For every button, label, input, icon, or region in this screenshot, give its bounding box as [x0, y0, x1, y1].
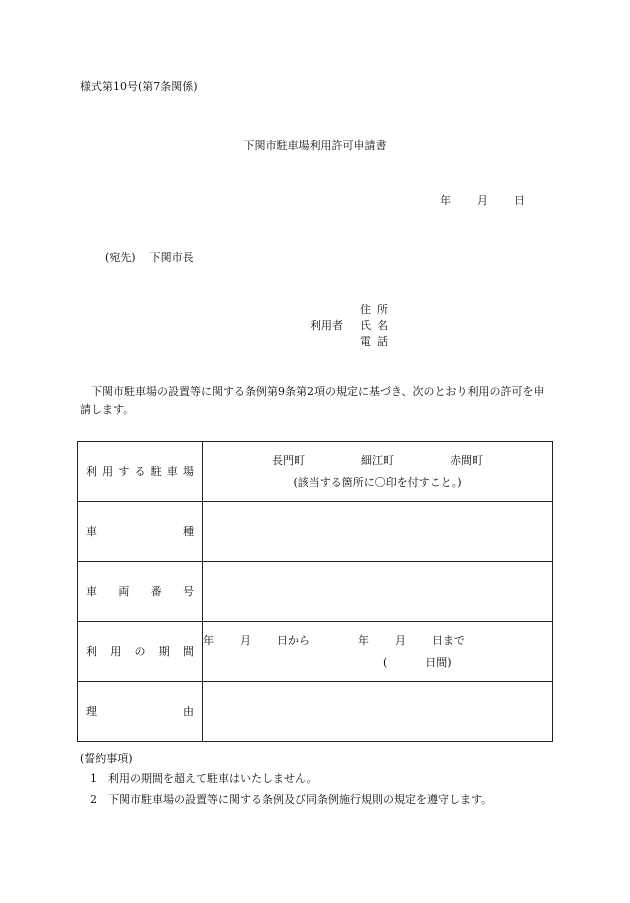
- label-char: 期: [158, 644, 170, 658]
- applicant-block: [310, 303, 396, 351]
- table-row-vehicle-type: [78, 502, 553, 562]
- date-line: [440, 194, 525, 207]
- label-char: 用: [102, 464, 114, 478]
- label-char: 車: [86, 524, 97, 538]
- spread-label: [86, 525, 194, 538]
- label-reason: [78, 682, 203, 742]
- label-char: 間: [183, 644, 194, 658]
- label-char: す: [118, 464, 130, 478]
- lot-hosoe[interactable]: 細江町: [361, 453, 394, 467]
- label-char: 利: [86, 464, 97, 478]
- application-statement: 下関市駐車場の設置等に関する条例第9条第2項の規定に基づき、次のとおり利用の許可を申請します。: [80, 385, 545, 416]
- period-from-day: 日から: [277, 633, 310, 647]
- date-day-label: 日: [514, 194, 525, 207]
- table-row-reason: [78, 682, 553, 742]
- oath-item: [90, 772, 318, 785]
- label-period: [78, 622, 203, 682]
- parking-note: (該当する箇所に〇印を付すこと。): [293, 475, 462, 489]
- label-char: 場: [182, 464, 194, 478]
- applicant-address-label: 住所: [360, 303, 394, 316]
- parking-lot-field[interactable]: [203, 442, 553, 502]
- period-to-month: 月: [395, 633, 406, 647]
- form-number: 様式第10号(第7条関係): [80, 80, 198, 93]
- label-char: 両: [118, 584, 130, 598]
- applicant-phone-label: 電話: [360, 335, 394, 348]
- label-char: 用: [110, 644, 122, 658]
- spread-label: [86, 705, 194, 718]
- oath-item-number: 1: [90, 772, 97, 785]
- label-char: る: [134, 464, 146, 478]
- oath-item: [90, 793, 492, 806]
- period-days-open: (: [383, 655, 388, 669]
- label-vehicle-number: [78, 562, 203, 622]
- vehicle-number-field[interactable]: [203, 562, 553, 622]
- period-to-day: 日まで: [432, 633, 465, 647]
- label-char: 駐: [150, 464, 162, 478]
- addressee-name: 下関市長: [149, 251, 194, 264]
- oath-item-text: 利用の期間を超えて駐車はいたしません。: [108, 772, 318, 785]
- label-char: 番: [150, 584, 162, 598]
- date-month-label: 月: [477, 194, 488, 207]
- application-form-table: [77, 441, 553, 742]
- label-parking: [78, 442, 203, 502]
- document-title: 下関市駐車場利用許可申請書: [243, 139, 387, 152]
- label-char: 理: [86, 704, 97, 718]
- lot-nagato[interactable]: 長門町: [272, 453, 305, 467]
- label-vehicle-type: [78, 502, 203, 562]
- addressee: [105, 251, 194, 264]
- label-char: 由: [183, 704, 194, 718]
- oath-title: (誓約事項): [80, 752, 133, 765]
- label-char: 利: [86, 644, 97, 658]
- oath-item-text: 下関市駐車場の設置等に関する条例及び同条例施行規則の規定を遵守します。: [108, 793, 493, 806]
- period-days-unit: 日間): [425, 655, 452, 669]
- oath-item-number: 2: [90, 793, 97, 806]
- date-year-label: 年: [440, 194, 451, 207]
- label-char: 号: [182, 584, 194, 598]
- table-row-period: [78, 622, 553, 682]
- label-char: 車: [166, 464, 178, 478]
- label-char: 車: [86, 584, 97, 598]
- applicant-name-label: 氏名: [360, 319, 394, 332]
- reason-field[interactable]: [203, 682, 553, 742]
- period-field[interactable]: [203, 622, 553, 682]
- label-char: 種: [183, 524, 194, 538]
- spread-label: [86, 645, 194, 658]
- period-from-month: 月: [240, 633, 251, 647]
- period-to-year: 年: [358, 633, 369, 647]
- spread-label: [86, 585, 194, 598]
- applicant-role-label: 利用者: [310, 319, 343, 332]
- addressee-label: (宛先): [105, 251, 136, 264]
- table-row-parking: [78, 442, 553, 502]
- period-from-year: 年: [203, 633, 214, 647]
- table-row-vehicle-number: [78, 562, 553, 622]
- lot-akama[interactable]: 赤間町: [450, 453, 483, 467]
- vehicle-type-field[interactable]: [203, 502, 553, 562]
- label-char: の: [134, 644, 146, 658]
- spread-label: [86, 465, 194, 478]
